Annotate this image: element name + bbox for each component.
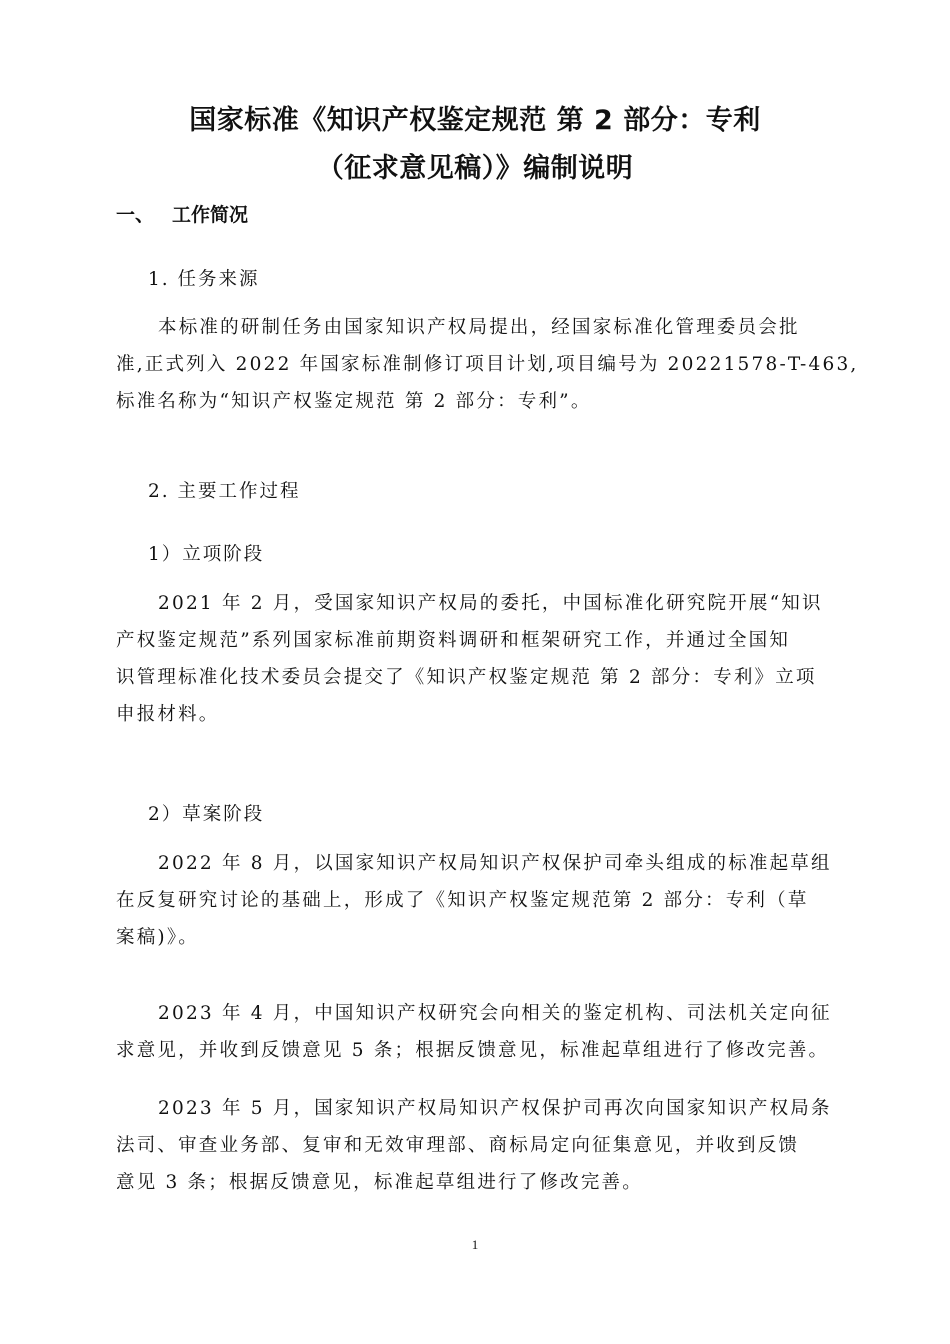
subsection-heading-task-source: 1. 任务来源 bbox=[148, 269, 260, 290]
paragraph-line: 准,正式列入 2022 年国家标准制修订项目计划,项目编号为 20221578-T-463, bbox=[116, 354, 859, 375]
stage-heading-draft: 2）草案阶段 bbox=[148, 804, 265, 825]
paragraph-draft-2023-may bbox=[116, 1090, 861, 1201]
paragraph-line: 标准名称为“知识产权鉴定规范 第 2 部分：专利”。 bbox=[116, 391, 592, 412]
section-number: 一、 bbox=[116, 204, 155, 226]
section-heading-1 bbox=[116, 200, 248, 227]
paragraph-line: 2023 年 4 月，中国知识产权研究会向相关的鉴定机构、司法机关定向征 bbox=[158, 1003, 832, 1024]
paragraph-line: 在反复研究讨论的基础上，形成了《知识产权鉴定规范第 2 部分：专利（草 bbox=[116, 890, 809, 911]
paragraph-project-initiation bbox=[116, 585, 861, 733]
paragraph-line: 产权鉴定规范”系列国家标准前期资料调研和框架研究工作，并通过全国知 bbox=[116, 630, 791, 651]
paragraph-line: 案稿)》。 bbox=[116, 927, 199, 948]
paragraph-line: 意见 3 条；根据反馈意见，标准起草组进行了修改完善。 bbox=[116, 1172, 643, 1193]
paragraph-task-source bbox=[116, 309, 861, 420]
page-number: 1 bbox=[471, 1237, 479, 1252]
paragraph-line: 2023 年 5 月，国家知识产权局知识产权保护司再次向国家知识产权局条 bbox=[158, 1098, 832, 1119]
paragraph-line: 法司、审查业务部、复审和无效审理部、商标局定向征集意见，并收到反馈 bbox=[116, 1135, 800, 1156]
paragraph-line: 申报材料。 bbox=[116, 704, 220, 725]
stage-heading-project-initiation: 1）立项阶段 bbox=[148, 544, 265, 565]
paragraph-line: 求意见，并收到反馈意见 5 条；根据反馈意见，标准起草组进行了修改完善。 bbox=[116, 1040, 830, 1061]
subsection-heading-work-process: 2. 主要工作过程 bbox=[148, 481, 301, 502]
paragraph-line: 2021 年 2 月，受国家知识产权局的委托，中国标准化研究院开展“知识 bbox=[158, 593, 823, 614]
document-title-line2: （征求意见稿）》编制说明 bbox=[316, 153, 634, 184]
paragraph-draft-2022 bbox=[116, 845, 861, 956]
paragraph-draft-2023-april bbox=[116, 995, 861, 1069]
document-title-line1: 国家标准《知识产权鉴定规范 第 2 部分：专利 bbox=[189, 105, 761, 136]
paragraph-line: 2022 年 8 月，以国家知识产权局知识产权保护司牵头组成的标准起草组 bbox=[158, 853, 832, 874]
paragraph-line: 本标准的研制任务由国家知识产权局提出，经国家标准化管理委员会批 bbox=[158, 317, 800, 338]
section-title: 工作简况 bbox=[172, 204, 249, 226]
paragraph-line: 识管理标准化技术委员会提交了《知识产权鉴定规范 第 2 部分：专利》立项 bbox=[116, 667, 817, 688]
